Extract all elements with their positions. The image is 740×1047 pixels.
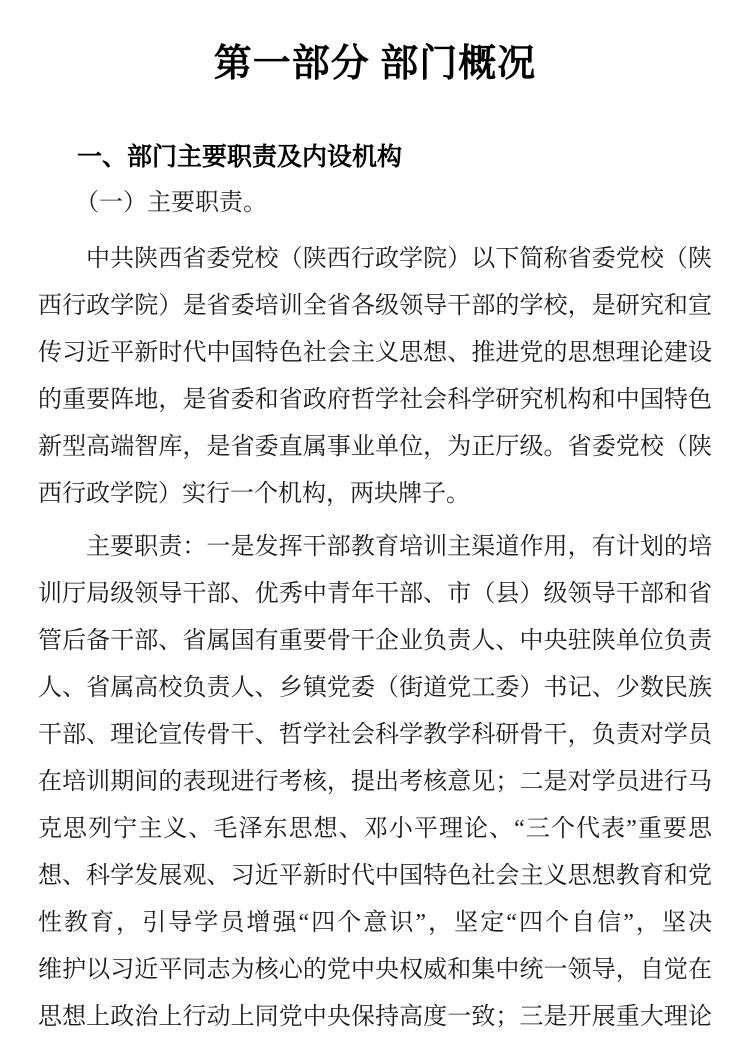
- text-line: 训厅局级领导干部、优秀中青年干部、市（县）级领导干部和省: [38, 581, 712, 607]
- text-line: 维护以习近平同志为核心的党中央权威和集中统一领导，自觉在: [38, 957, 712, 983]
- text-line: 想、科学发展观、习近平新时代中国特色社会主义思想教育和党: [38, 863, 712, 889]
- text-line: 主要职责：一是发挥干部教育培训主渠道作用，有计划的培: [86, 534, 712, 560]
- text-line: 传习近平新时代中国特色社会主义思想、推进党的思想理论建设: [38, 340, 712, 366]
- document-title: 第一部分 部门概况: [213, 43, 537, 85]
- text-line: 性教育，引导学员增强“四个意识”，坚定“四个自信”，坚决: [38, 910, 712, 936]
- text-line: 的重要阵地，是省委和省政府哲学社会科学研究机构和中国特色: [38, 387, 712, 413]
- text-line: 西行政学院）是省委培训全省各级领导干部的学校，是研究和宣: [38, 293, 712, 319]
- text-line: 中共陕西省委党校（陕西行政学院）以下简称省委党校（陕: [86, 246, 712, 272]
- text-line: 西行政学院）实行一个机构，两块牌子。: [38, 481, 470, 507]
- text-line: 管后备干部、省属国有重要骨干企业负责人、中央驻陕单位负责: [38, 628, 712, 654]
- text-line: 思想上政治上行动上同党中央保持高度一致；三是开展重大理论: [38, 1004, 712, 1030]
- text-line: 干部、理论宣传骨干、哲学社会科学教学科研骨干，负责对学员: [38, 722, 712, 748]
- paragraph-responsibilities: [38, 524, 712, 1041]
- text-line: 在培训期间的表现进行考核，提出考核意见；二是对学员进行马: [38, 769, 712, 795]
- subsection-heading: （一）主要职责。: [75, 190, 267, 216]
- paragraph-overview: [38, 236, 712, 518]
- text-line: 克思列宁主义、毛泽东思想、邓小平理论、“三个代表”重要思: [38, 816, 712, 842]
- section-heading: 一、部门主要职责及内设机构: [77, 143, 403, 171]
- text-line: 人、省属高校负责人、乡镇党委（街道党工委）书记、少数民族: [38, 675, 712, 701]
- text-line: 新型高端智库，是省委直属事业单位，为正厅级。省委党校（陕: [38, 434, 712, 460]
